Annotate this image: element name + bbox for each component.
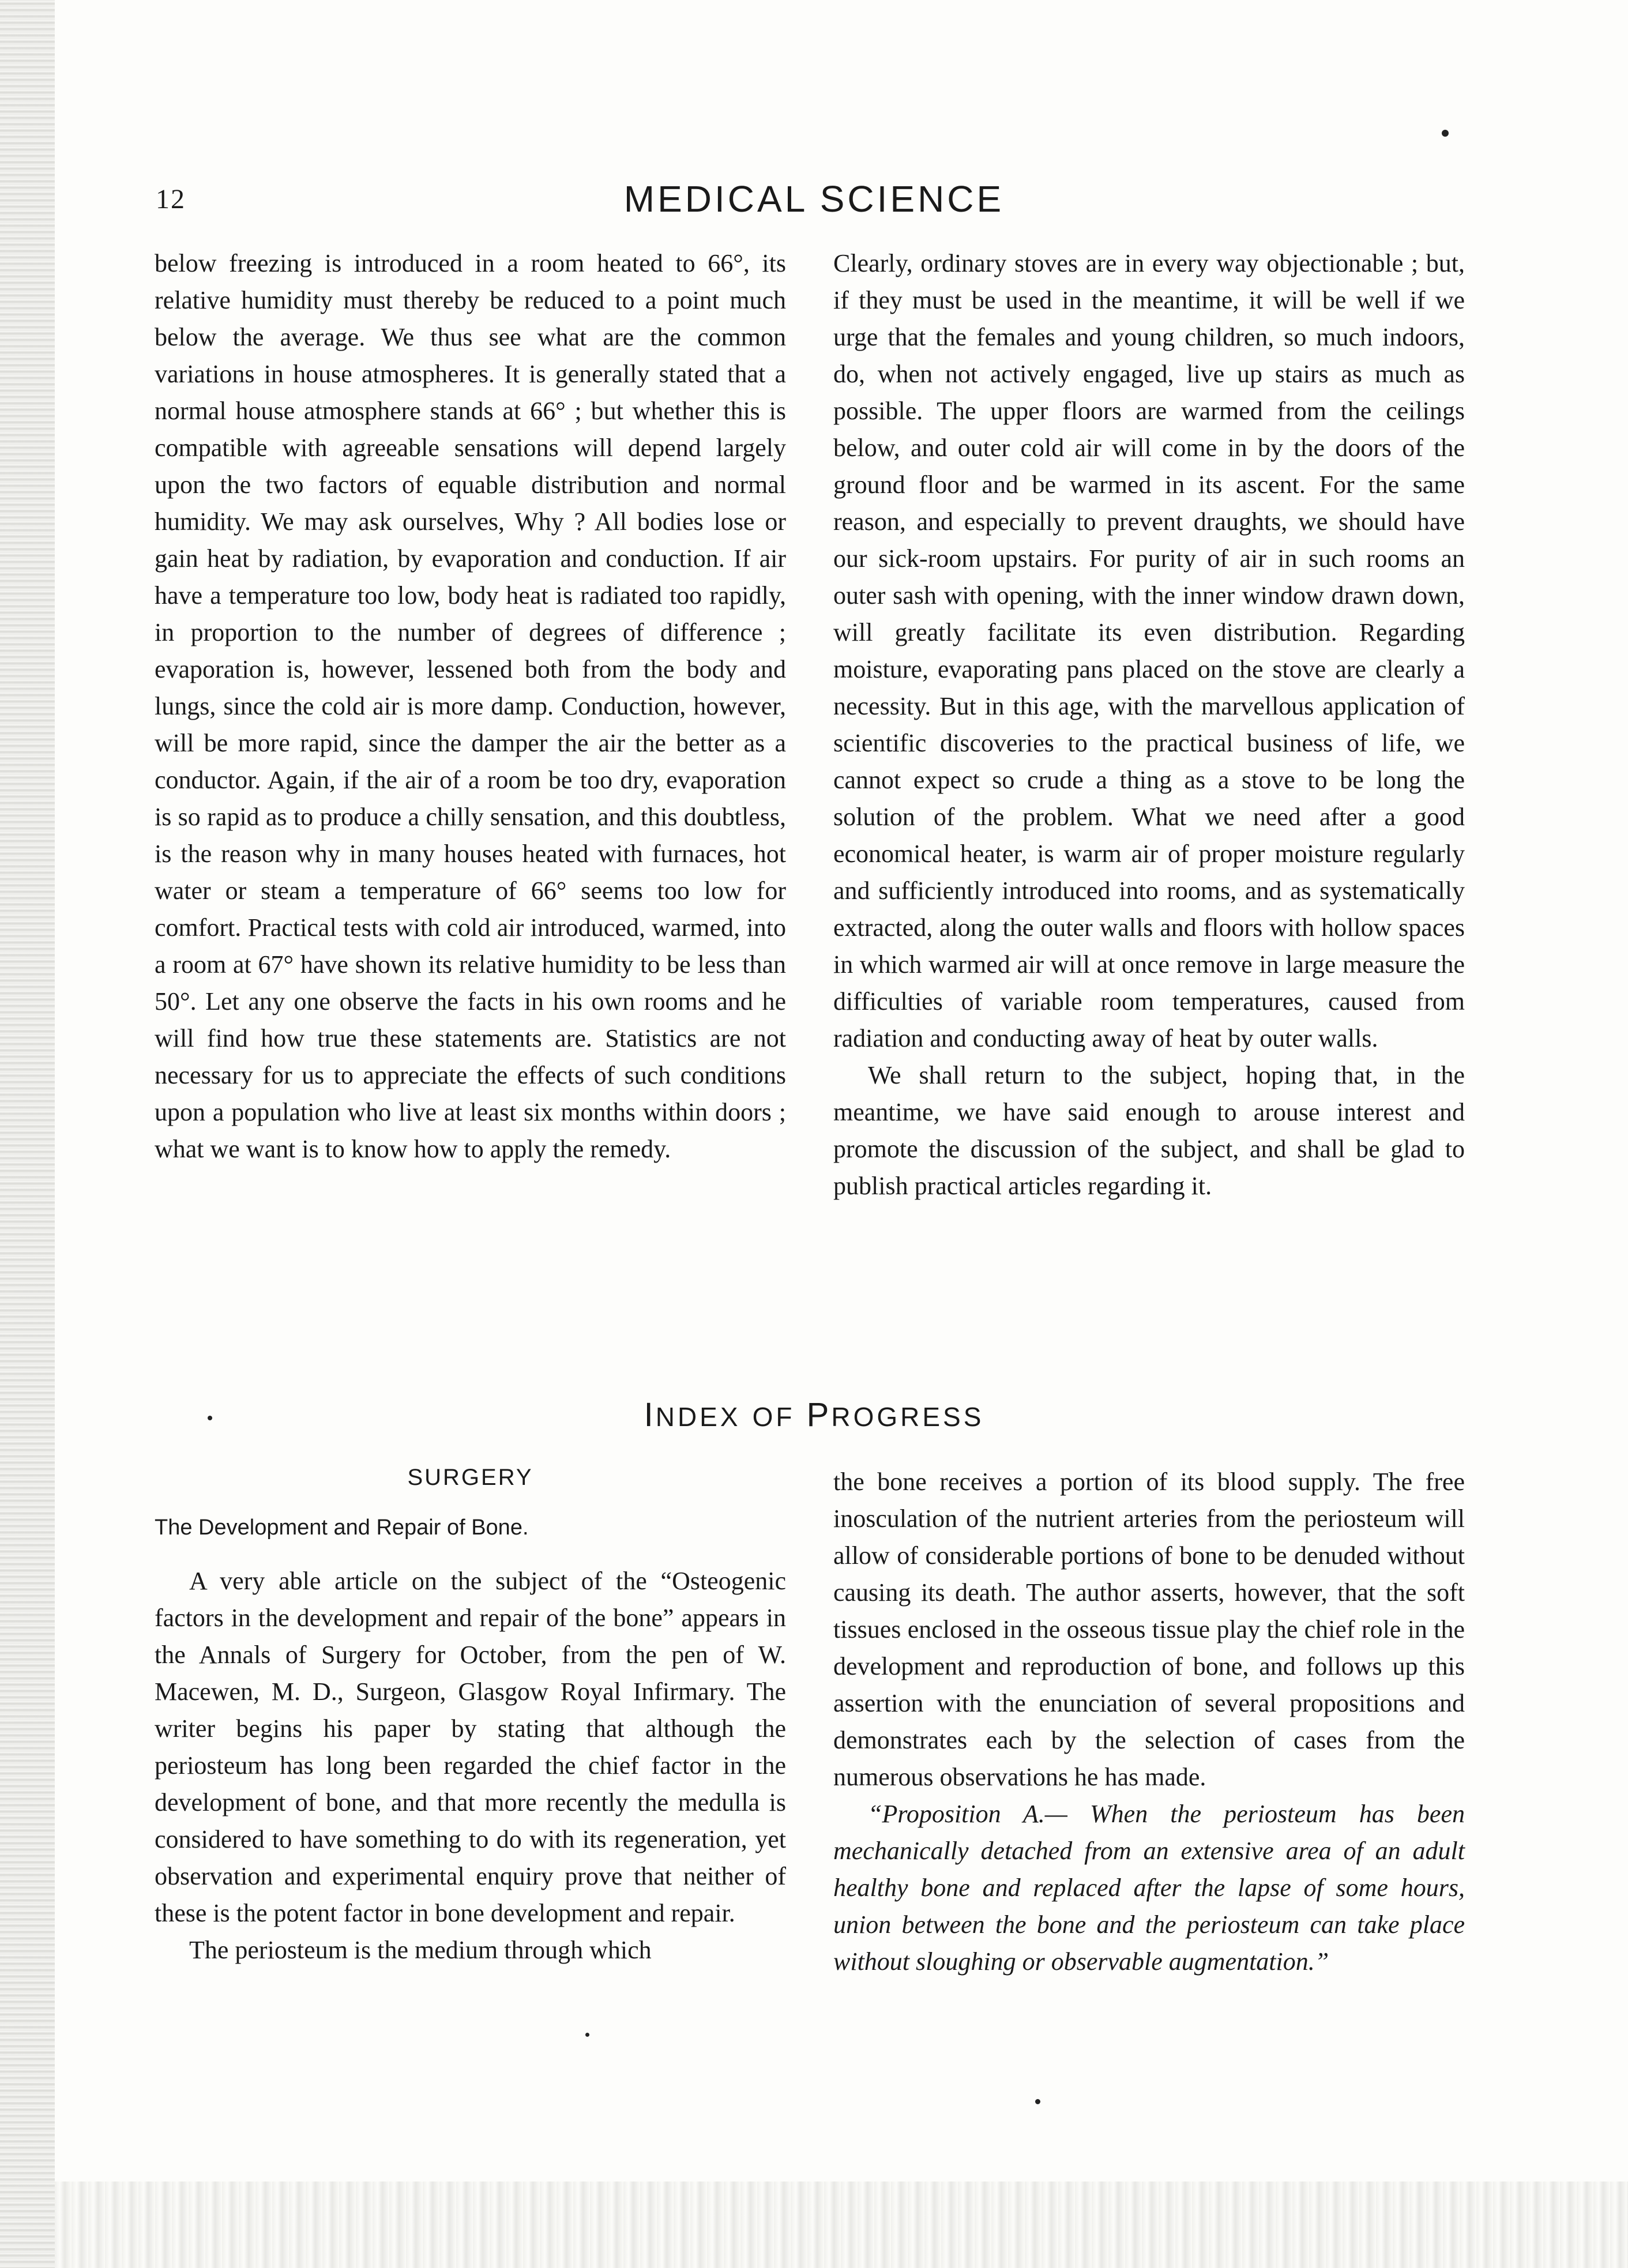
index-column-right [833, 1464, 1465, 1980]
running-head: MEDICAL SCIENCE [623, 178, 1005, 220]
ink-speck [1442, 130, 1449, 137]
article-title: The Development and Repair of Bone. [155, 1515, 529, 1540]
paragraph: A very able article on the subject of the “Osteogenic factors in the development and repair of the bone” appears in the Annals of Surgery for October, from the pen of W. Macewen, M. D., Surgeon, Glasgow Royal Infirmary. The writer begins his paper by stating that although the periosteum has long been regarded the chief factor in the development of bone, and that more recently the medulla is considered to have something to do with its regeneration, yet observation and experimental enquiry prove that neither of these is the potent factor in bone development and repair. [155, 1567, 786, 1927]
paragraph: Clearly, ordinary stoves are in every way objectionable ; but, if they must be used in the meantime, it will be well if we urge that the females and young children, so much indoors, do, when not actively engaged, live up stairs as much as possible. The upper floors are warmed from the ceilings below, and outer cold air will come in by the doors of the ground floor and be warmed in its ascent. For the same reason, and especially to prevent draughts, we should have our sick-room upstairs. For purity of air in such rooms an outer sash with opening, with the inner window drawn down, will greatly facilitate its even distribution. Regarding moisture, evaporating pans placed on the stove are clearly a necessity. But in this age, with the marvellous application of scientific discoveries to the practical business of life, we cannot expect so crude a thing as a stove to be long the solution of the problem. What we need after a good economical heater, is warm air of proper moisture regularly and sufficiently introduced into rooms, and as systematically extracted, along the outer walls and floors with hollow spaces in which warmed air will at once remove in large measure the difficulties of variable room temperatures, caused from radiation and conducting away of heat by outer walls. [833, 249, 1465, 1052]
section-title: INDEX OF PROGRESS [644, 1396, 984, 1434]
paragraph: The periosteum is the medium through which [189, 1936, 652, 1964]
subsection-heading: SURGERY [407, 1465, 533, 1490]
ink-speck [1035, 2099, 1040, 2104]
ink-speck [208, 1416, 212, 1420]
page-number: 12 [156, 184, 186, 215]
index-column-left [155, 1563, 786, 1969]
paragraph: We shall return to the subject, hoping that, in the meantime, we have said enough to arouse interest and promote the discussion of the subject, and shall be glad to publish practical articles regarding it. [833, 1061, 1465, 1200]
article-column-right [833, 245, 1465, 1205]
paragraph: below freezing is introduced in a room heated to 66°, its relative humidity must thereby be reduced to a point much below the average. We thus see what are the common variations in house atmospheres. It is generally stated that a normal house atmosphere stands at 66° ; but whether this is compatible with agreeable sensations will depend largely upon the two factors of equable distribution and normal humidity. We may ask ourselves, Why ? All bodies lose or gain heat by radiation, by evaporation and conduction. If air have a temperature too low, body heat is radiated too rapidly, in proportion to the number of degrees of difference ; evaporation is, however, lessened both from the body and lungs, since the cold air is more damp. Conduction, however, will be more rapid, since the damper the air the better as a conductor. Again, if the air of a room be too dry, evaporation is so rapid as to produce a chilly sensation, and this doubtless, is the reason why in many houses heated with furnaces, hot water or steam a temperature of 66° seems too low for comfort. Practical tests with cold air introduced, warmed, into a room at 67° have shown its relative humidity to be less than 50°. Let any one observe the facts in his own rooms and he will find how true these statements are. Statistics are not necessary for us to appreciate the effects of such conditions upon a population who live at least six months within doors ; what we want is to know how to apply the remedy. [155, 249, 786, 1163]
paragraph: the bone receives a portion of its blood supply. The free inosculation of the nutrient arteries from the periosteum will allow of considerable portions of bone to be denuded without causing its death. The author asserts, however, that the soft tissues enclosed in the osseous tissue play the chief role in the development and reproduction of bone, and follows up this assertion with the enunciation of several propositions and demonstrates each by the selection of cases from the numerous observations he has made. [833, 1468, 1465, 1791]
scan-bottom-edge-artifact [55, 2182, 1628, 2268]
article-column-left [155, 245, 786, 1168]
ink-speck [585, 2033, 589, 2037]
scan-left-edge-artifact [0, 0, 55, 2268]
quotation: “Proposition A.— When the periosteum has been mechanically detached from an extensive area of an adult healthy bone and replaced after the lapse of some hours, union between the bone and the periosteum can take place without sloughing or observable augmentation.” [833, 1800, 1465, 1976]
